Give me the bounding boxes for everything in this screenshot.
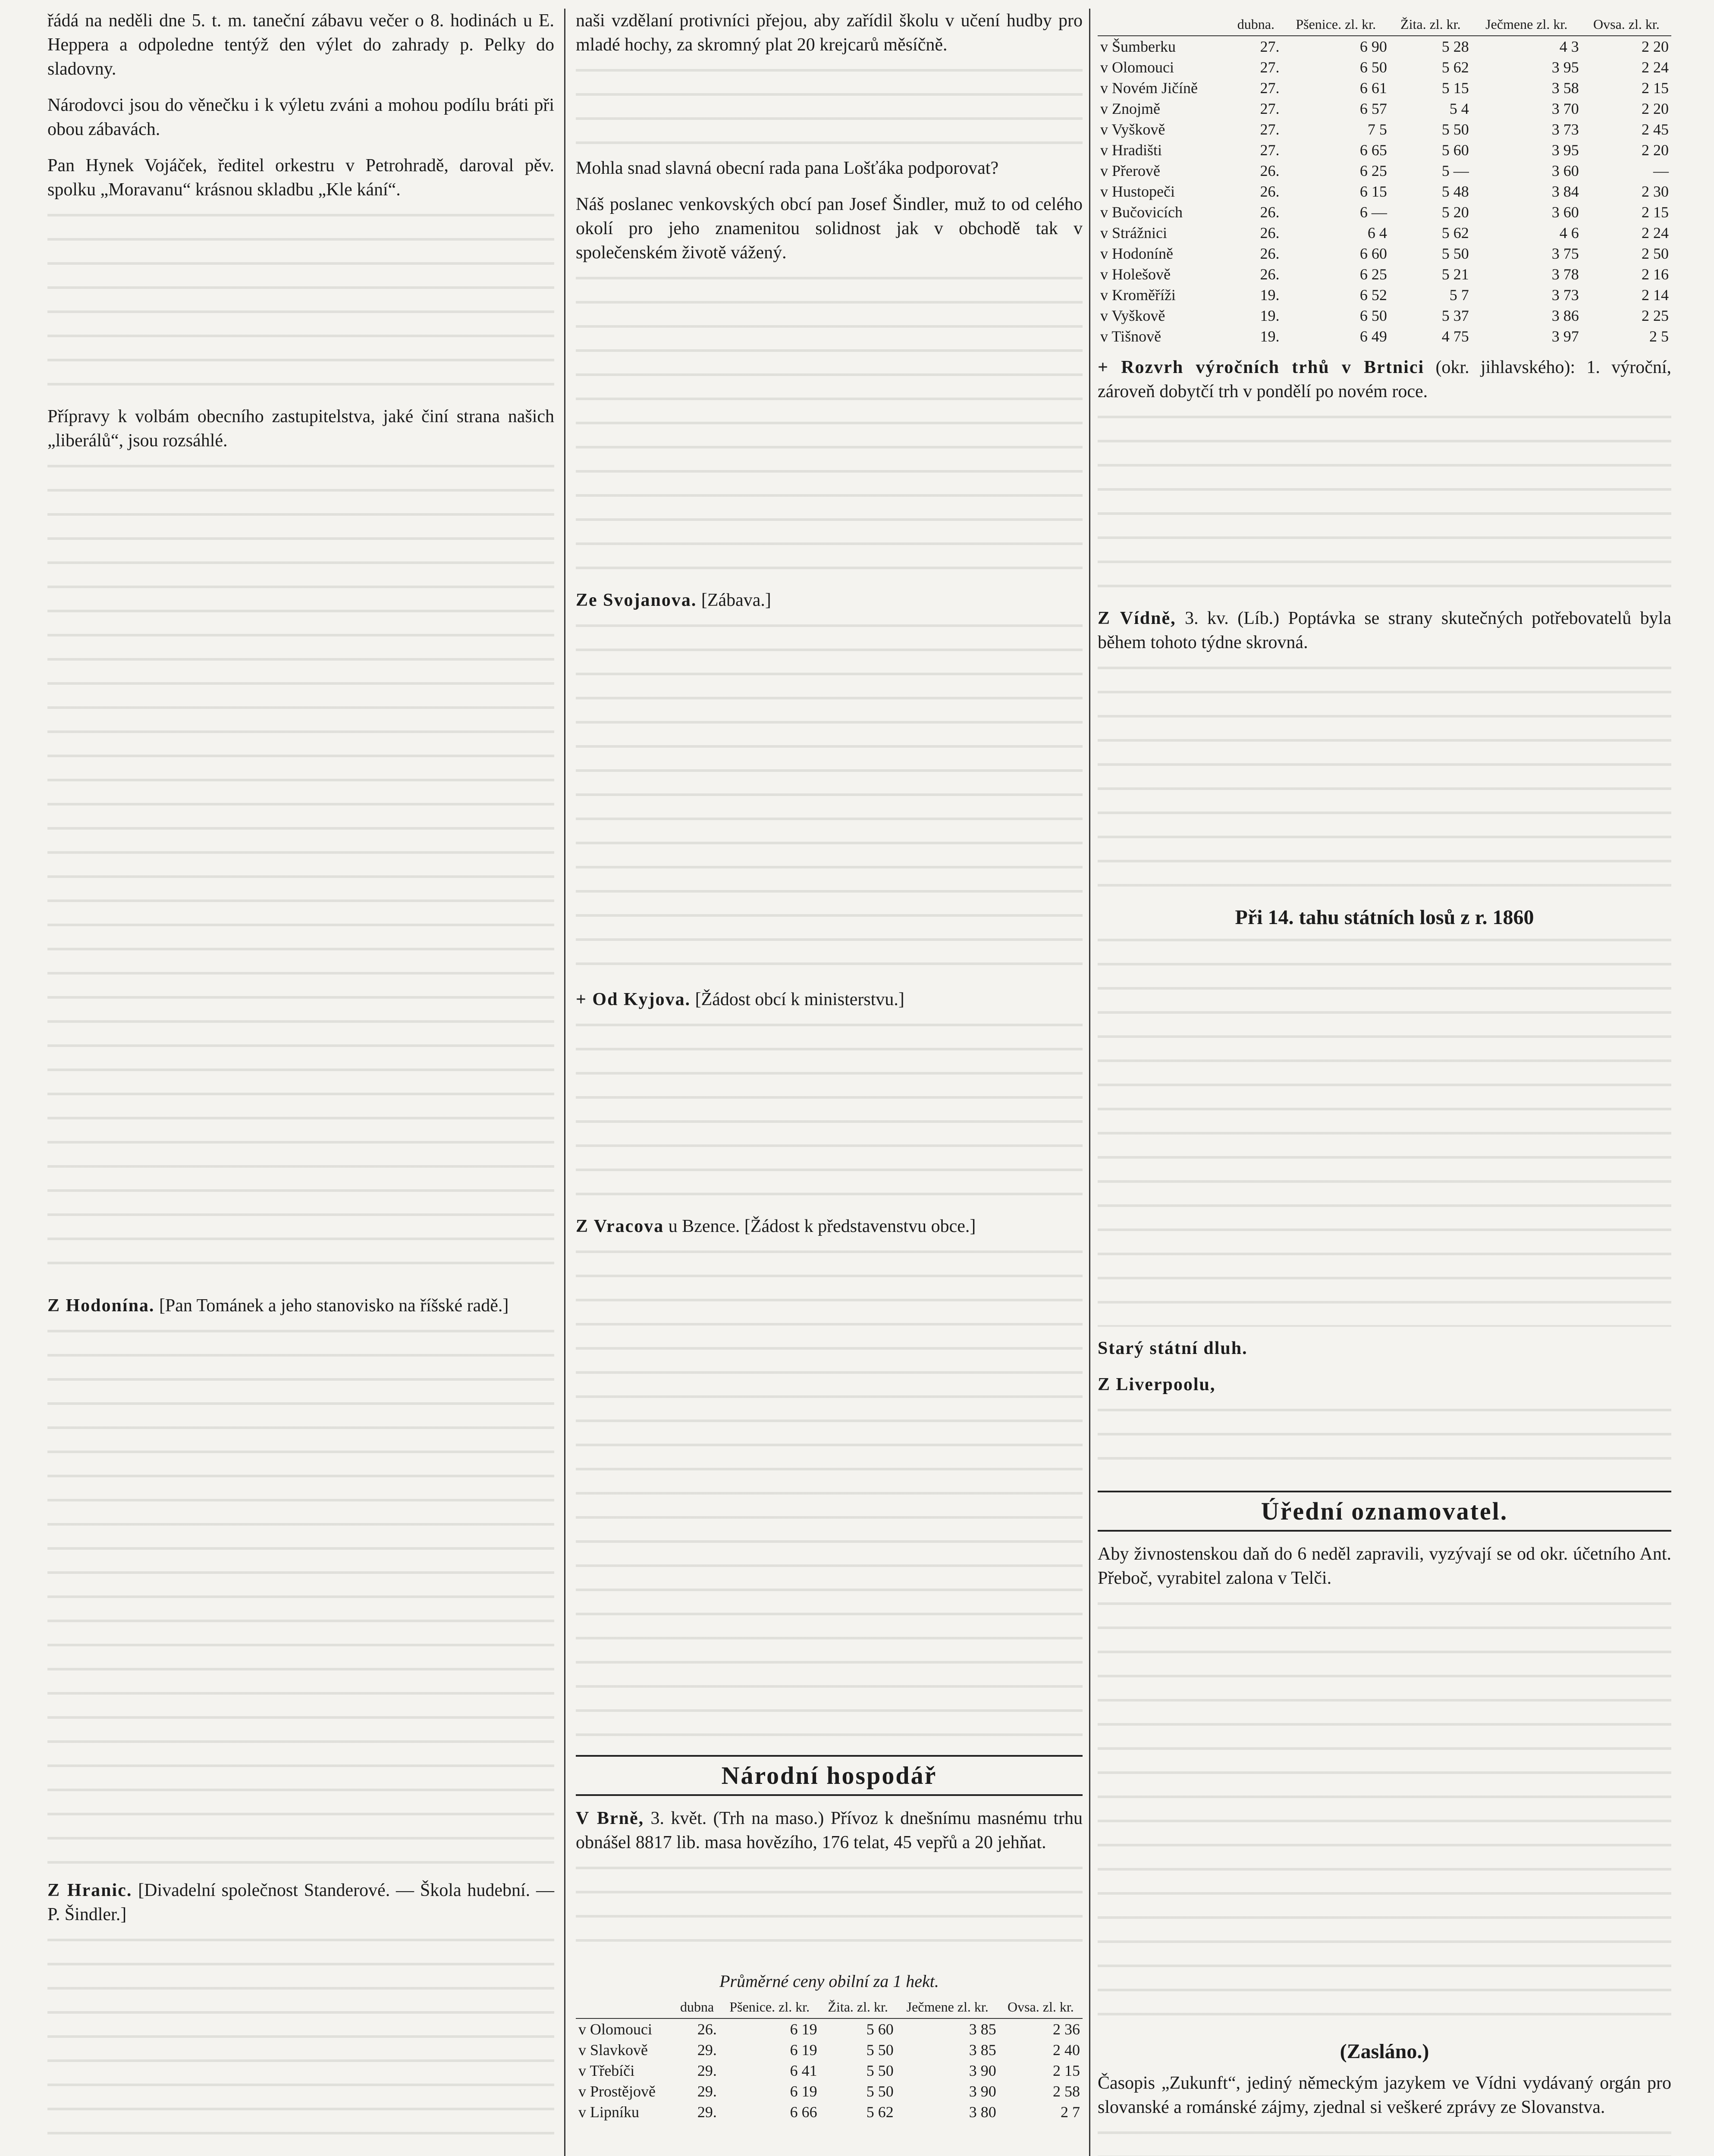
price-cell: 6 90 bbox=[1359, 38, 1387, 55]
market-city: v Hradišti bbox=[1100, 141, 1162, 159]
price-cell: 27. bbox=[1260, 121, 1280, 138]
market-city: v Třebíči bbox=[578, 2062, 635, 2079]
text-block bbox=[47, 1939, 554, 2156]
section-subheading: u Bzence. [Žádost k představenstvu obce.] bbox=[668, 1216, 976, 1236]
price-cell: 2 15 bbox=[1053, 2062, 1080, 2079]
grain-price-table bbox=[1098, 13, 1671, 347]
price-cell: — bbox=[1653, 162, 1669, 179]
column-divider bbox=[1089, 9, 1090, 2156]
section-heading: Starý státní dluh. bbox=[1098, 1338, 1248, 1358]
price-cell: 5 37 bbox=[1441, 307, 1469, 324]
table-row bbox=[576, 2018, 1083, 2040]
price-cell: 2 30 bbox=[1642, 183, 1669, 200]
market-city: v Vyškově bbox=[1100, 121, 1165, 138]
table-row bbox=[1098, 98, 1671, 119]
text-block bbox=[1098, 416, 1671, 597]
text-block bbox=[576, 277, 1083, 579]
price-cell: 5 50 bbox=[1441, 121, 1469, 138]
market-city: v Lipníku bbox=[578, 2103, 639, 2121]
price-cell: 3 97 bbox=[1551, 328, 1579, 345]
column-1 bbox=[47, 9, 554, 2156]
section-subheading: [Divadelní společnost Standerové. — Škola hudební. — P. Šindler.] bbox=[47, 1880, 554, 1924]
text-block bbox=[576, 1024, 1083, 1205]
market-city: v Vyškově bbox=[1100, 307, 1165, 324]
section bbox=[1098, 1336, 1671, 1360]
table-header-cell: Ječmene zl. kr. bbox=[896, 1996, 999, 2018]
text-block bbox=[47, 214, 554, 395]
price-cell: 2 7 bbox=[1061, 2103, 1080, 2121]
table-row bbox=[576, 2060, 1083, 2081]
price-cell: 6 41 bbox=[790, 2062, 817, 2079]
section-heading: Ze Svojanova. bbox=[576, 590, 697, 610]
price-cell: 5 48 bbox=[1441, 183, 1469, 200]
table-row bbox=[1098, 202, 1671, 222]
price-cell: 5 28 bbox=[1441, 38, 1469, 55]
section-heading: Z Hodonína. bbox=[47, 1296, 155, 1316]
market-city: v Hustopeči bbox=[1100, 183, 1175, 200]
price-cell: 5 50 bbox=[866, 2083, 894, 2100]
section-box-title: Úřední oznamovatel. bbox=[1098, 1491, 1671, 1532]
section bbox=[47, 1294, 554, 1318]
column-2 bbox=[576, 9, 1083, 2131]
price-cell: 6 19 bbox=[790, 2021, 817, 2038]
price-cell: 5 7 bbox=[1449, 286, 1469, 304]
text-block bbox=[1098, 1409, 1671, 1478]
price-cell: 5 50 bbox=[866, 2062, 894, 2079]
price-cell: 6 19 bbox=[790, 2041, 817, 2059]
section-heading: Z Vracova bbox=[576, 1216, 664, 1236]
price-cell: 3 58 bbox=[1551, 79, 1579, 97]
price-cell: 26. bbox=[1260, 204, 1280, 221]
price-cell: 6 15 bbox=[1359, 183, 1387, 200]
paragraph: Náš poslanec venkovských obcí pan Josef Šindler, muž to od celého okolí pro jeho znamenitou solidnost jak v obchodě tak v společenském životě vážený. bbox=[576, 194, 1083, 263]
price-cell: 3 80 bbox=[969, 2103, 996, 2121]
section-heading: (Zasláno.) bbox=[1340, 2040, 1429, 2063]
table-title: Průměrné ceny obilní za 1 hekt. bbox=[719, 1971, 939, 1991]
paragraph: Pan Hynek Vojáček, ředitel orkestru v Petrohradě, daroval pěv. spolku „Moravanu“ krásnou skladbu „Kle kání“. bbox=[47, 156, 554, 200]
section bbox=[47, 1878, 554, 1927]
text-block bbox=[1098, 939, 1671, 1327]
section-subheading: 3. kv. (Líb.) Poptávka se strany skutečných potřebovatelů byla během tohoto týdne skrovná. bbox=[1098, 608, 1671, 652]
price-cell: 26. bbox=[697, 2021, 717, 2038]
section-heading: V Brně, bbox=[576, 1808, 644, 1828]
price-cell: 3 70 bbox=[1551, 100, 1579, 117]
table-row bbox=[1098, 243, 1671, 264]
section bbox=[576, 987, 1083, 1012]
market-city: v Tišnově bbox=[1100, 328, 1162, 345]
price-cell: 19. bbox=[1260, 328, 1280, 345]
table-row bbox=[1098, 181, 1671, 202]
section-subheading: (okr. jihlavského): 1. výroční, zároveň dobytčí trh v pondělí po novém roce. bbox=[1098, 357, 1672, 401]
section-heading: + Rozvrh výročních trhů v Brtnici bbox=[1098, 357, 1425, 377]
table-row bbox=[576, 2040, 1083, 2060]
price-cell: 2 58 bbox=[1053, 2083, 1080, 2100]
price-cell: 2 45 bbox=[1642, 121, 1669, 138]
price-cell: 2 5 bbox=[1649, 328, 1669, 345]
price-cell: 6 50 bbox=[1359, 307, 1387, 324]
price-cell: 6 60 bbox=[1359, 245, 1387, 262]
price-cell: 5 60 bbox=[866, 2021, 894, 2038]
table-header-cell bbox=[1098, 13, 1230, 36]
price-cell: 3 90 bbox=[969, 2062, 996, 2079]
price-cell: 5 — bbox=[1441, 162, 1469, 179]
price-cell: 26. bbox=[1260, 245, 1280, 262]
market-city: v Bučovicích bbox=[1100, 204, 1183, 221]
market-city: v Olomouci bbox=[1100, 59, 1174, 76]
price-cell: 3 75 bbox=[1551, 245, 1579, 262]
table-row bbox=[1098, 285, 1671, 305]
paragraph-text: Přívoz k dnešnímu masnému trhu obnášel 8817 lib. masa hovězího, 176 telat, 45 vepřů a 20 jehňat. bbox=[576, 1808, 1083, 1852]
table-header-cell: Žita. zl. kr. bbox=[820, 1996, 896, 2018]
price-cell: 2 50 bbox=[1642, 245, 1669, 262]
text-block bbox=[47, 1330, 554, 1869]
price-cell: 4 3 bbox=[1559, 38, 1579, 55]
price-cell: 2 14 bbox=[1642, 286, 1669, 304]
price-cell: 7 5 bbox=[1367, 121, 1387, 138]
paragraph: Národovci jsou do věnečku i k výletu zváni a mohou podílu bráti při obou zábavách. bbox=[47, 95, 554, 139]
paragraph: Mohla snad slavná obecní rada pana Lošťáka podporovat? bbox=[576, 158, 999, 178]
market-city: v Olomouci bbox=[578, 2021, 652, 2038]
price-cell: 3 85 bbox=[969, 2021, 996, 2038]
price-cell: 6 4 bbox=[1367, 224, 1387, 241]
price-cell: 6 52 bbox=[1359, 286, 1387, 304]
price-cell: 3 60 bbox=[1551, 204, 1579, 221]
section-heading: Z Liverpoolu, bbox=[1098, 1375, 1216, 1395]
grain-price-table bbox=[576, 1996, 1083, 2122]
price-cell: 3 90 bbox=[969, 2083, 996, 2100]
market-city: v Znojmě bbox=[1100, 100, 1160, 117]
price-cell: 2 16 bbox=[1642, 266, 1669, 283]
paragraph: Aby živnostenskou daň do 6 neděl zapravili, vyzývají se od okr. účetního Ant. Přeboč, vyrabitel zalona v Telči. bbox=[1098, 1544, 1671, 1588]
table-header-cell: Ovsa. zl. kr. bbox=[1582, 13, 1671, 36]
table-row bbox=[1098, 78, 1671, 98]
price-cell: 27. bbox=[1260, 79, 1280, 97]
text-block bbox=[1098, 2131, 1671, 2156]
price-cell: 29. bbox=[697, 2103, 717, 2121]
text-block bbox=[1098, 1602, 1671, 2025]
section bbox=[1098, 606, 1671, 655]
price-cell: 5 62 bbox=[1441, 224, 1469, 241]
price-cell: 5 4 bbox=[1449, 100, 1469, 117]
table-row bbox=[1098, 140, 1671, 160]
table-header-cell bbox=[576, 1996, 675, 2018]
table-row bbox=[1098, 305, 1671, 326]
table-row bbox=[1098, 222, 1671, 243]
table-header-cell: Pšenice. zl. kr. bbox=[719, 1996, 820, 2018]
price-cell: 19. bbox=[1260, 286, 1280, 304]
price-cell: 26. bbox=[1260, 162, 1280, 179]
price-cell: 6 61 bbox=[1359, 79, 1387, 97]
price-cell: 6 57 bbox=[1359, 100, 1387, 117]
section-heading: Z Vídně, bbox=[1098, 608, 1176, 628]
price-cell: 19. bbox=[1260, 307, 1280, 324]
table-header-cell: dubna bbox=[675, 1996, 719, 2018]
text-block bbox=[576, 624, 1083, 978]
price-cell: 2 20 bbox=[1642, 38, 1669, 55]
price-cell: 3 78 bbox=[1551, 266, 1579, 283]
price-cell: 3 95 bbox=[1551, 141, 1579, 159]
table-row bbox=[1098, 160, 1671, 181]
market-city: v Holešově bbox=[1100, 266, 1171, 283]
price-cell: 6 25 bbox=[1359, 162, 1387, 179]
price-cell: 5 20 bbox=[1441, 204, 1469, 221]
price-cell: 2 20 bbox=[1642, 100, 1669, 117]
section-subheading: [Zábava.] bbox=[701, 590, 771, 610]
section bbox=[576, 1214, 1083, 1238]
section-heading: + Od Kyjova. bbox=[576, 990, 691, 1009]
table-header-cell: Žita. zl. kr. bbox=[1390, 13, 1472, 36]
price-cell: 5 50 bbox=[1441, 245, 1469, 262]
price-cell: 2 15 bbox=[1642, 79, 1669, 97]
paragraph bbox=[576, 1806, 1083, 1855]
market-city: v Strážnici bbox=[1100, 224, 1167, 241]
table-header-cell: dubna. bbox=[1230, 13, 1282, 36]
price-cell: 27. bbox=[1260, 100, 1280, 117]
table-row bbox=[576, 2081, 1083, 2102]
section bbox=[1098, 355, 1671, 404]
price-cell: 27. bbox=[1260, 59, 1280, 76]
price-cell: 3 85 bbox=[969, 2041, 996, 2059]
price-cell: 29. bbox=[697, 2083, 717, 2100]
table-row bbox=[1098, 36, 1671, 57]
price-cell: 6 — bbox=[1359, 204, 1387, 221]
price-cell: 6 49 bbox=[1359, 328, 1387, 345]
price-cell: 3 84 bbox=[1551, 183, 1579, 200]
table-header-cell: Pšenice. zl. kr. bbox=[1282, 13, 1390, 36]
market-city: v Slavkově bbox=[578, 2041, 648, 2059]
paragraph: Časopis „Zukunft“, jediný německým jazykem ve Vídni vydávaný orgán pro slovanské a románské zájmy, zjednal si veškeré zprávy ze Slovanstva. bbox=[1098, 2073, 1671, 2117]
table-header-cell: Ovsa. zl. kr. bbox=[999, 1996, 1083, 2018]
paragraph: naši vzdělaní protivníci přejou, aby zařídil školu v učení hudby pro mladé hochy, za skromný plat 20 krejcarů měsíčně. bbox=[576, 11, 1083, 55]
price-cell: 2 40 bbox=[1053, 2041, 1080, 2059]
column-divider bbox=[564, 9, 565, 2156]
text-block bbox=[576, 69, 1083, 147]
price-cell: 3 73 bbox=[1551, 121, 1579, 138]
table-row bbox=[1098, 119, 1671, 140]
price-cell: 6 19 bbox=[790, 2083, 817, 2100]
table-row bbox=[1098, 326, 1671, 347]
price-cell: 26. bbox=[1260, 266, 1280, 283]
price-cell: 26. bbox=[1260, 183, 1280, 200]
price-cell: 3 60 bbox=[1551, 162, 1579, 179]
table-header-cell: Ječmene zl. kr. bbox=[1472, 13, 1582, 36]
price-cell: 4 75 bbox=[1441, 328, 1469, 345]
price-cell: 27. bbox=[1260, 141, 1280, 159]
price-cell: 2 15 bbox=[1642, 204, 1669, 221]
text-block bbox=[576, 1250, 1083, 1742]
market-city: v Přerově bbox=[1100, 162, 1160, 179]
price-cell: 6 65 bbox=[1359, 141, 1387, 159]
price-cell: 29. bbox=[697, 2062, 717, 2079]
column-3 bbox=[1098, 9, 1671, 2156]
paragraph: řádá na neděli dne 5. t. m. taneční zábavu večer o 8. hodinách u E. Heppera a odpoledne tentýž den výlet do zahrady p. Pelky do sladovny. bbox=[47, 11, 554, 79]
price-cell: 5 62 bbox=[866, 2103, 894, 2121]
text-block bbox=[1098, 667, 1671, 891]
price-cell: 5 62 bbox=[1441, 59, 1469, 76]
section-subheading: [Žádost obcí k ministerstvu.] bbox=[695, 990, 904, 1009]
section-subheading: [Pan Tománek a jeho stanovisko na říšské radě.] bbox=[159, 1296, 509, 1316]
price-cell: 26. bbox=[1260, 224, 1280, 241]
price-cell: 5 21 bbox=[1441, 266, 1469, 283]
price-cell: 5 60 bbox=[1441, 141, 1469, 159]
price-cell: 5 15 bbox=[1441, 79, 1469, 97]
market-city: v Šumberku bbox=[1100, 38, 1176, 55]
section-subheading: 3. květ. (Trh na maso.) bbox=[650, 1808, 824, 1828]
price-cell: 2 36 bbox=[1053, 2021, 1080, 2038]
price-cell: 3 95 bbox=[1551, 59, 1579, 76]
market-city: v Hodoníně bbox=[1100, 245, 1173, 262]
text-block bbox=[576, 1867, 1083, 1962]
section bbox=[1098, 1373, 1671, 1397]
price-cell: 6 25 bbox=[1359, 266, 1387, 283]
price-cell: 27. bbox=[1260, 38, 1280, 55]
market-city: v Novém Jičíně bbox=[1100, 79, 1198, 97]
market-city: v Prostějově bbox=[578, 2083, 656, 2100]
price-cell: 3 86 bbox=[1551, 307, 1579, 324]
price-cell: 6 50 bbox=[1359, 59, 1387, 76]
section bbox=[576, 588, 1083, 612]
price-cell: 29. bbox=[697, 2041, 717, 2059]
section-box-title: Národní hospodář bbox=[576, 1755, 1083, 1796]
table-row bbox=[1098, 264, 1671, 285]
price-cell: 5 50 bbox=[866, 2041, 894, 2059]
price-cell: 2 24 bbox=[1642, 59, 1669, 76]
price-cell: 2 20 bbox=[1642, 141, 1669, 159]
paragraph: Přípravy k volbám obecního zastupitelstva, jaké činí strana našich „liberálů“, jsou rozsáhlé. bbox=[47, 407, 554, 451]
section-heading: Při 14. tahu státních losů z r. 1860 bbox=[1235, 906, 1534, 929]
price-cell: 2 25 bbox=[1642, 307, 1669, 324]
price-cell: 6 66 bbox=[790, 2103, 817, 2121]
table-row bbox=[576, 2102, 1083, 2122]
text-block bbox=[47, 465, 554, 1284]
market-city: v Kroměříži bbox=[1100, 286, 1176, 304]
price-cell: 2 24 bbox=[1642, 224, 1669, 241]
section-heading: Z Hranic. bbox=[47, 1880, 132, 1900]
price-cell: 3 73 bbox=[1551, 286, 1579, 304]
table-row bbox=[1098, 57, 1671, 78]
price-cell: 4 6 bbox=[1559, 224, 1579, 241]
